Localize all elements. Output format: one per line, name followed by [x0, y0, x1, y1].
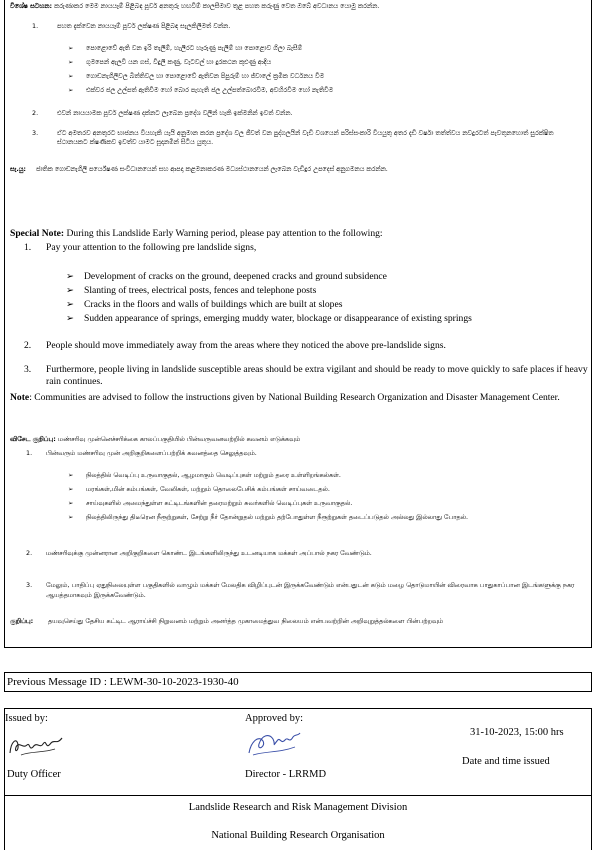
sinhala-item-3: ඒට අමතරව අනතුරට භාජනය වියහැකි යැයි අනුමාන කරන ප්‍රදේශ වල ජීවත් වන පුද්ගලයින් වැඩි වශයෙන් පරිස්සංකාරි වියයුතු අතර දැඩි වර්ෂා තත්ත්වය නවදුරටත් පැවතුනහොත් සුරක්ෂිත ස්ථානයකට ක්ෂණිකව ඉවත්ව යාමට සූදානමින් සිටිය යුතුය.	[57, 129, 554, 146]
sinhala-num-2: 2.	[32, 109, 39, 117]
bullet-icon: ➢	[66, 285, 75, 296]
organisation-name: National Building Research Organisation	[211, 830, 385, 841]
issued-by-label: Issued by:	[5, 713, 48, 724]
tamil-note-label: குறிப்பு:	[10, 617, 34, 625]
sinhala-note-label: සැ.යු:	[10, 165, 26, 173]
bullet-icon: ➢	[68, 58, 74, 66]
issue-datetime: 31-10-2023, 15:00 hrs	[470, 727, 564, 738]
sinhala-item-1: පහත දැක්වෙන නායයෑම් පූර්ව ලක්ෂණ පිළිබඳ සැලකිලිමත් වන්න.	[57, 22, 231, 30]
duty-officer-label: Duty Officer	[7, 769, 61, 780]
sinhala-intro: කරුණාකර මෙම නායයෑම් පිළිබඳ පූර්ව අනතුරු හඟවීම් කාලසීමාව තුළ පහත කරුණු වෙත ඔබේ අවධානය යොමු කරන්න.	[54, 2, 380, 10]
english-item-1: Pay your attention to the following pre landslide signs,	[46, 242, 257, 253]
tamil-bullet-3: சாய்வுகளில் அமைந்துள்ள கட்டிடங்களின் தரைமற்றும் சுவர்களில் வெடிப்புகள் உருவாகுதல்.	[86, 499, 353, 507]
tamil-num-3: 3.	[26, 581, 33, 589]
tamil-item-2: மண்சரிவுக்கு முன்னரான அறிகுறிகளை கொண்ட இடங்களிலிருந்து உடனடியாக மக்கள் அப்பால் நகர வேண்டும்.	[46, 549, 372, 557]
bullet-icon: ➢	[68, 44, 74, 52]
footer-divider	[5, 795, 591, 796]
bullet-icon: ➢	[66, 271, 75, 282]
english-item-2: People should move immediately away from the areas where they noticed the above pre-landslide signs.	[46, 340, 446, 351]
english-bullet-2: Slanting of trees, electrical posts, fences and telephone posts	[84, 285, 317, 296]
tamil-bullet-4: நிலத்திலிருந்து திடீரென நீரூற்றுகள், சேற்று நீர் தோன்றுதல் மற்றும் தற்போதுள்ள நீரூற்றுகள் தடைப்படுதல் அல்லது இல்லாது போதல்.	[86, 513, 469, 521]
previous-message-id: Previous Message ID : LEWM-30-10-2023-1930-40	[4, 672, 592, 692]
english-item-3: Furthermore, people living in landslide susceptible areas should be extra vigilant and should be ready to move quickly to safe places if heavy rain continues.	[46, 364, 588, 387]
sinhala-bullet-1: පොළොවේ ඇති වන ඉරි තැලීම්, හැලීරට හෑරුණු පැලීම් හා පොළොව ගිලා බැසීම්	[86, 44, 303, 52]
bullet-icon: ➢	[68, 72, 74, 80]
bullet-icon: ➢	[68, 86, 74, 94]
english-bullet-1: Development of cracks on the ground, deepened cracks and ground subsidence	[84, 271, 387, 282]
english-bullet-4: Sudden appearance of springs, emerging muddy water, blockage or disappearance of existing springs	[84, 313, 472, 324]
tamil-num-1: 1.	[26, 449, 33, 457]
english-note: : Communities are advised to follow the instructions given by National Building Research Organization and Disaster Management Center.	[29, 392, 560, 403]
tamil-num-2: 2.	[26, 549, 33, 557]
duty-officer-signature	[7, 729, 65, 759]
bullet-icon: ➢	[68, 471, 74, 479]
english-intro: During this Landslide Early Warning period, please pay attention to the following:	[64, 228, 383, 239]
date-time-label: Date and time issued	[462, 756, 550, 767]
tamil-title: விசேட குறிப்பு:	[10, 435, 56, 443]
bullet-icon: ➢	[68, 499, 74, 507]
bullet-icon: ➢	[66, 313, 75, 324]
sinhala-bullet-4: එක්වර ජල උල්පත් ඇතිවීම හෝ බොර පැහැති ජල උල්පත්බොරවීම, අවහිරවීම හෝ නැතිවීම	[86, 86, 334, 94]
sinhala-bullet-3: ගොඩනැගිලිවල බිත්තිවල හා පොළොවේ ඇතිවන පිපුරුම් හා ජ්වාලේ ක්‍රමික වර්ධනය වීම	[86, 72, 325, 80]
english-title: Special Note:	[10, 228, 65, 239]
english-num-3: 3.	[24, 364, 32, 375]
tamil-item-3: மேலும், பாதிப்பு ஏதுநிலையுள்ள பகுதிகளில் வாழும் மக்கள் மேலதிக விழிப்புடன் இருக்கவேண்டும் என்பதுடன் கடும் மழை தொடுமாயின் விரைவாக பாதுகாப்பான இடங்களுக்கு நகர ஆயத்தமாகவும் இருக்கவேண்டும்.	[46, 581, 575, 599]
bullet-icon: ➢	[66, 299, 75, 310]
director-label: Director - LRRMD	[245, 769, 327, 780]
english-note-label: Note	[10, 392, 30, 403]
director-signature	[245, 727, 303, 759]
sinhala-note: ජාතික ගොඩනැගිලි පර්යේෂණ සංවිධානයෙන් සහ ආපදා කළමනාකරණ මධ්‍යස්ථානයෙන් ලැබෙන වැඩිදුර උපදෙස් අනුගමනය කරන්න.	[36, 165, 388, 173]
sinhala-title: විශේෂ සටහන:	[10, 2, 53, 10]
bullet-icon: ➢	[68, 485, 74, 493]
sinhala-item-2: එවන් නායයාමක පූර්ව ලක්ෂණ දක්නට ලැබෙන ප්‍රදේශ වලින් හැකි ඉක්මනින් ඉවත් වන්න.	[57, 109, 293, 117]
sinhala-bullet-2: ගුමපෙන් ඇලවී යන ගස්, විදුලි කණු, වැටවල් හා දුරකථන කුළුණු ආදිය	[86, 58, 272, 66]
tamil-note: தயவுசெய்து தேசிய கட்டிட ஆராய்ச்சி நிறுவனம் மற்றும் அனர்த்த முகாமைத்துவ நிலையம் என்பவற்றின் அறிவுறுத்தல்களை பின்பற்றவும்	[48, 617, 444, 625]
english-num-2: 2.	[24, 340, 32, 351]
tamil-intro: மண்சரிவு முன்னெச்சரிக்கை காலப்பகுதியில் பின்வருவனவற்றில் கவனம் எடுக்கவும்	[57, 435, 301, 443]
division-name: Landslide Research and Risk Management Division	[188, 802, 408, 813]
sinhala-num-3: 3.	[32, 129, 39, 137]
issuance-block	[4, 708, 592, 850]
english-bullet-3: Cracks in the floors and walls of buildings which are built at slopes	[84, 299, 343, 310]
tamil-bullet-1: நிலத்தில் வெடிப்பு உருவாகுதல், ஆழமாகும் வெடிப்புகள் மற்றும் தரை உள்ளிறங்கல்கள்.	[86, 471, 341, 479]
tamil-item-1: பின்வரும் மண்சரிவு முன் அறிகுறிகளைப்பற்றிக் கவனத்தை செலுத்தவும்.	[46, 449, 257, 457]
english-num-1: 1.	[24, 242, 32, 253]
bullet-icon: ➢	[68, 513, 74, 521]
tamil-bullet-2: மரங்கள்,மின் கம்பங்கள், வேலிகள், மற்றும் தொலைபேசிக் கம்பங்கள் சாய்வடைதல்.	[86, 485, 330, 493]
approved-by-label: Approved by:	[245, 713, 304, 724]
sinhala-num-1: 1.	[32, 22, 39, 30]
